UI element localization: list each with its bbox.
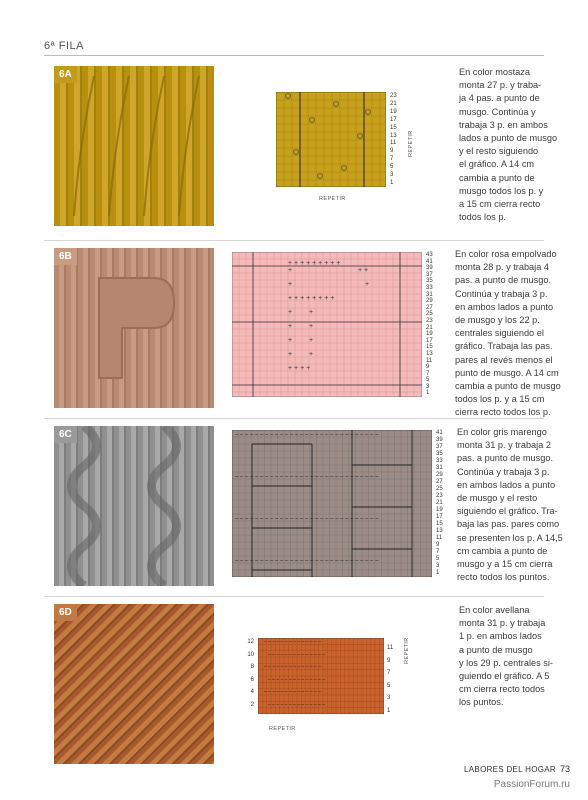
row-number: 17 [436,514,443,520]
svg-text:– – – – – – – – – – – – – –: – – – – – – – – – – – – – – [268,677,325,683]
row-number: 10 [247,651,254,658]
row-number: 5 [387,682,391,689]
row-number: 1 [387,707,391,714]
svg-text:– – – – – – – – – – – – – – –: – – – – – – – – – – – – – – – – – – – – – – – – – – – – – [235,558,379,564]
row-number: 13 [390,132,397,139]
page-title: 6ª FILA [44,40,84,52]
row-number: 23 [390,93,397,99]
svg-text:– – – – – – – – – – – – – – –: – – – – – – – – – – – – – – – – – – – – – – – – – – – – – [235,474,379,480]
svg-text:+ + + + + + + +: + + + + + + + + [288,295,335,302]
description-6b: En color rosa empolvado monta 28 p. y trabaja 4 pas. a punto de musgo. Continúa y trabaja 3 p. en ambos lados a punto de musgo y los 22 p. centrales siguiendo el gráfico. Trabaja las pas. pares al revés menos el punto de musgo. A 14 cm cambia a punto de musgo todos los p. y a 15 cm cierra recto todos los p. [455,249,561,418]
row-number: 15 [436,521,443,527]
svg-text:– – – – – – – – – – – – – –: – – – – – – – – – – – – – – [268,652,325,658]
row-number: 21 [436,500,443,506]
row-number: 41 [426,258,433,265]
row-number: 7 [436,549,440,555]
svg-text:– – – – – – – – – – – – – – –: – – – – – – – – – – – – – – – – – – – – – – – – – – – – – [235,432,379,438]
svg-text:+ + + +: + + + + [288,365,311,372]
row-number: 1 [436,570,440,576]
row-number: 23 [436,493,443,499]
row-number: 39 [426,265,433,272]
description-6d: En color avellana monta 31 p. y trabaja 1 p. en ambos lados a punto de musgo y los 29 p. centrales si- guiendo el gráfico. A 5 cm cierra recto todos los puntos. [459,605,553,708]
row-number: 3 [436,563,440,569]
svg-text:– – – – – – – – – – – – – –: – – – – – – – – – – – – – – [264,639,321,645]
row-number: 11 [387,645,394,651]
svg-text:+: + [365,281,370,288]
row-number: 3 [387,695,391,702]
swatch-label-6b: 6B [54,248,77,265]
chart-6d-row-numbers-right [387,642,397,718]
svg-text:+: + [288,337,293,344]
row-number: 25 [426,311,433,318]
row-number: 21 [390,100,397,107]
row-number: 1 [390,179,394,186]
description-6c: En color gris marengo monta 31 p. y trabaja 2 pas. a punto de musgo. Continúa y trabaja 3 p. en ambos lados a punto de musgo y el resto siguiendo el gráfico. Tra- baja las pas. pares como se presenten los p. A 14,5 cm cambia a punto de musgo y a 15 cm cierra recto todos los puntos. [457,427,563,583]
watermark: PassionForum.ru [493,779,570,790]
row-number: 43 [426,252,433,258]
row-number: 7 [426,370,430,377]
row-number: 37 [426,271,433,278]
repeat-label-horizontal: REPETIR [319,196,346,202]
repeat-label-vertical: REPETIR [404,637,410,664]
row-number: 33 [436,458,443,464]
row-number: 11 [426,357,433,364]
row-number: 13 [436,528,443,534]
row-number: 13 [426,350,433,357]
swatch-label-6d: 6D [54,604,77,621]
swatch-photo-6b [54,248,214,408]
section-divider [44,240,544,241]
svg-text:+: + [288,281,293,288]
svg-text:+: + [309,309,314,316]
row-number: 15 [426,344,433,351]
svg-text:+: + [309,337,314,344]
row-number: 6 [250,676,254,683]
chart-6c [232,430,432,577]
row-number: 19 [426,331,433,338]
svg-text:– – – – – – – – – – – – – –: – – – – – – – – – – – – – – [264,664,321,670]
repeat-label-vertical: REPETIR [408,130,414,157]
section-6a [44,62,558,232]
row-number: 9 [390,148,394,155]
row-number: 19 [436,507,443,513]
svg-text:+: + [288,267,293,274]
svg-text:+: + [288,309,293,316]
row-number: 41 [436,430,443,436]
row-number: 9 [387,657,391,664]
row-number: 3 [390,172,394,179]
row-number: 7 [387,670,391,677]
svg-text:– – – – – – – – – – – – – –: – – – – – – – – – – – – – – [268,702,325,708]
row-number: 5 [426,377,430,384]
chart-6b [232,252,422,397]
row-number: 9 [436,542,440,548]
svg-text:– – – – – – – – – – – – – –: – – – – – – – – – – – – – – [264,689,321,695]
page-number: 73 [559,764,570,774]
row-number: 23 [426,317,433,324]
row-number: 31 [426,291,433,298]
chart-6d [258,638,384,714]
chart-6c-row-numbers [436,430,446,577]
row-number: 11 [436,535,443,541]
svg-text:+: + [309,351,314,358]
row-number: 8 [250,664,254,671]
row-number: 19 [390,108,397,115]
row-number: 11 [390,140,397,147]
section-divider [44,596,544,597]
row-number: 35 [426,278,433,285]
row-number: 1 [426,390,430,397]
row-number: 4 [250,689,254,696]
row-number: 2 [250,701,254,708]
section-divider [44,418,544,419]
svg-text:+ + + + + + + + +: + + + + + + + + + [288,260,341,267]
row-number: 3 [426,383,430,390]
row-number: 35 [436,451,443,457]
swatch-photo-6a [54,66,214,226]
svg-text:+: + [288,351,293,358]
repeat-label-horizontal: REPETIR [269,726,296,732]
row-number: 39 [436,437,443,443]
row-number: 9 [426,364,430,371]
section-6b [44,240,561,418]
row-number: 17 [426,337,433,344]
row-number: 27 [436,479,443,485]
footer-brand: LABORES DEL HOGAR [464,765,556,774]
row-number: 33 [426,284,433,291]
row-number: 7 [390,156,394,163]
svg-text:+: + [288,323,293,330]
section-6c [44,418,563,588]
chart-6d-row-numbers-left [244,636,254,712]
row-number: 17 [390,116,397,123]
row-number: 29 [436,472,443,478]
row-number: 29 [426,298,433,305]
row-number: 37 [436,444,443,450]
chart-6a [276,92,386,187]
description-6a: En color mostaza monta 27 p. y traba- ja 4 pas. a punto de musgo. Continúa y trabaja 3 p. en ambos lados a punto de musgo y el resto siguiendo el gráfico. A 14 cm cambia a punto de musgo todos los p. y a 15 cm cierra recto todos los p. [459,67,558,223]
section-6d [44,596,553,766]
svg-text:+: + [309,323,314,330]
row-number: 21 [426,324,433,331]
row-number: 12 [247,639,254,645]
chart-6b-row-numbers [426,252,436,397]
row-number: 27 [426,304,433,311]
row-number: 31 [436,465,443,471]
row-number: 5 [390,164,394,171]
swatch-photo-6d [54,604,214,764]
svg-text:+ +: + + [358,267,369,274]
swatch-label-6c: 6C [54,426,77,443]
row-number: 5 [436,556,440,562]
swatch-label-6a: 6A [54,66,77,83]
chart-6a-row-numbers [390,93,400,188]
svg-text:– – – – – – – – – – – – – – –: – – – – – – – – – – – – – – – – – – – – – – – – – – – – – [235,516,379,522]
swatch-photo-6c [54,426,214,586]
row-number: 15 [390,124,397,131]
row-number: 25 [436,486,443,492]
header-divider [44,55,544,56]
